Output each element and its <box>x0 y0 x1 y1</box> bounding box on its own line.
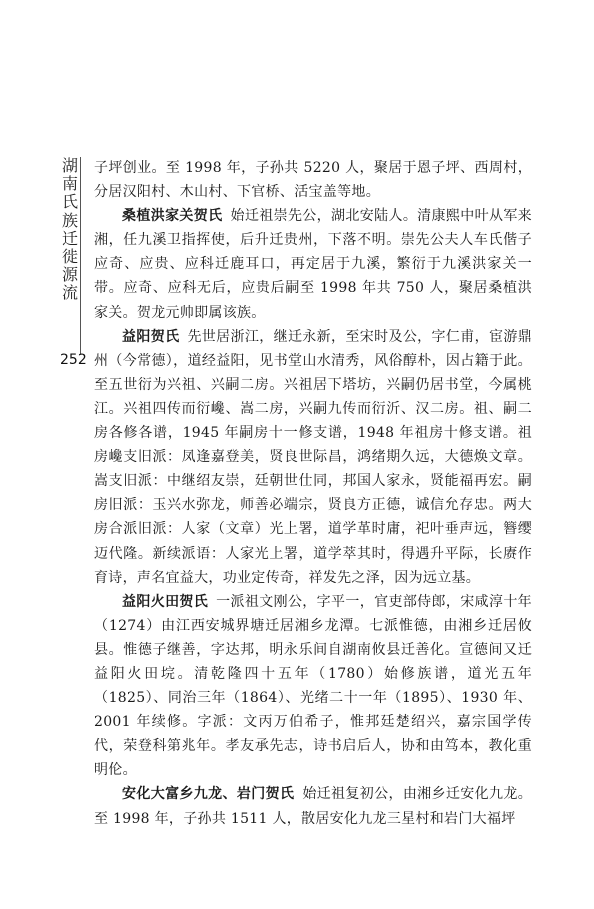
clan-heading: 益阳火田贺氏 <box>122 593 209 610</box>
clan-heading: 桑植洪家关贺氏 <box>122 208 223 225</box>
paragraph-text: 一派祖文刚公，字平一，官吏部侍郎，宋咸淳十年（1274）由江西安城界塘迁居湘乡龙潭。七派惟德，由湘乡迁居攸县。惟德子继善，字达邦，明永乐间自湖南攸县迁善化。宣德间又迁益阳火田垸。清乾隆四十五年（1780）始修族谱，道光五年（1825）、同治三年（1864）、光绪二十一年（1895）、1930 年、2001 年续修。字派：文丙万伯希子，惟邦廷楚绍兴，嘉宗国学传代，荣登科第兆年。孝友承先志，诗书启后人，协和由笃本，教化重明伦。 <box>94 593 532 779</box>
paragraph-text: 子坪创业。至 1998 年，子孙共 5220 人，聚居于恩子坪、西周村，分居汉阳村、木山村、下官桥、活宝盖等地。 <box>94 160 532 201</box>
page-number: 252 <box>60 352 87 368</box>
paragraph-text: 始迁祖复初公，由湘乡迁安化九龙。至 1998 年，子孙共 1511 人，散居安化九龙三星村和岩门大福坪 <box>94 786 532 827</box>
paragraph-text: 始迁祖崇先公，湖北安陆人。清康熙中叶从军来湘，任九溪卫指挥使，后升迁贵州，下落不明。崇先公夫人车氏偕子应奇、应贵、应科迁鹿耳口，再定居于九溪，繁衍于九溪洪家关一带。应奇、应科无后，应贵后嗣至 1998 年共 750 人，聚居桑植洪家关。贺龙元帅即属该族。 <box>94 208 532 321</box>
paragraph-continuation <box>94 156 532 204</box>
body-text-column <box>94 156 532 831</box>
paragraph-yiyang <box>94 325 532 590</box>
paragraph-sangzhi-hongjiaguan <box>94 204 532 324</box>
clan-heading: 益阳贺氏 <box>122 328 180 345</box>
margin-divider-line <box>80 157 81 354</box>
paragraph-text: 先世居浙江，继迁永新，至宋时及公，字仁甫，宦游鼎州（今常德），道经益阳，见书堂山水清秀，风俗醇朴，因占籍于此。至五世衍为兴祖、兴嗣二房。兴祖居下塔坊，兴嗣仍居书堂，今属桃江。兴祖四传而衍巉、嵩二房，兴嗣九传而衍沂、汉二房。祖、嗣二房各修各谱，1945 年嗣房十一修支谱，1948 年祖房十修支谱。祖房巉支旧派：凤逢嘉登美，贤良世际昌，鸿绪期久远，大德焕文章。嵩支旧派：中继绍友崇，廷朝世仕同，邦国人家永，贤能福再宏。嗣房旧派：玉兴水弥龙，师善必端宗，贤良方正德，诚信允存忠。两大房合派旧派：人家（文章）光上署，道学革时庸，祀叶垂声远，簪缨迈代隆。新续派语：人家光上署，道学萃其时，得遇升平际，长赓作育诗，声名宜益大，功业定传奇，祥发先之泽，因为远立基。 <box>94 328 532 586</box>
paragraph-yiyang-huotian <box>94 590 532 783</box>
paragraph-anhua-jiulong-yanmen <box>94 782 532 830</box>
running-book-title: 湖南氏族迁徙源流 <box>61 156 78 303</box>
clan-heading: 安化大富乡九龙、岩门贺氏 <box>122 786 295 803</box>
